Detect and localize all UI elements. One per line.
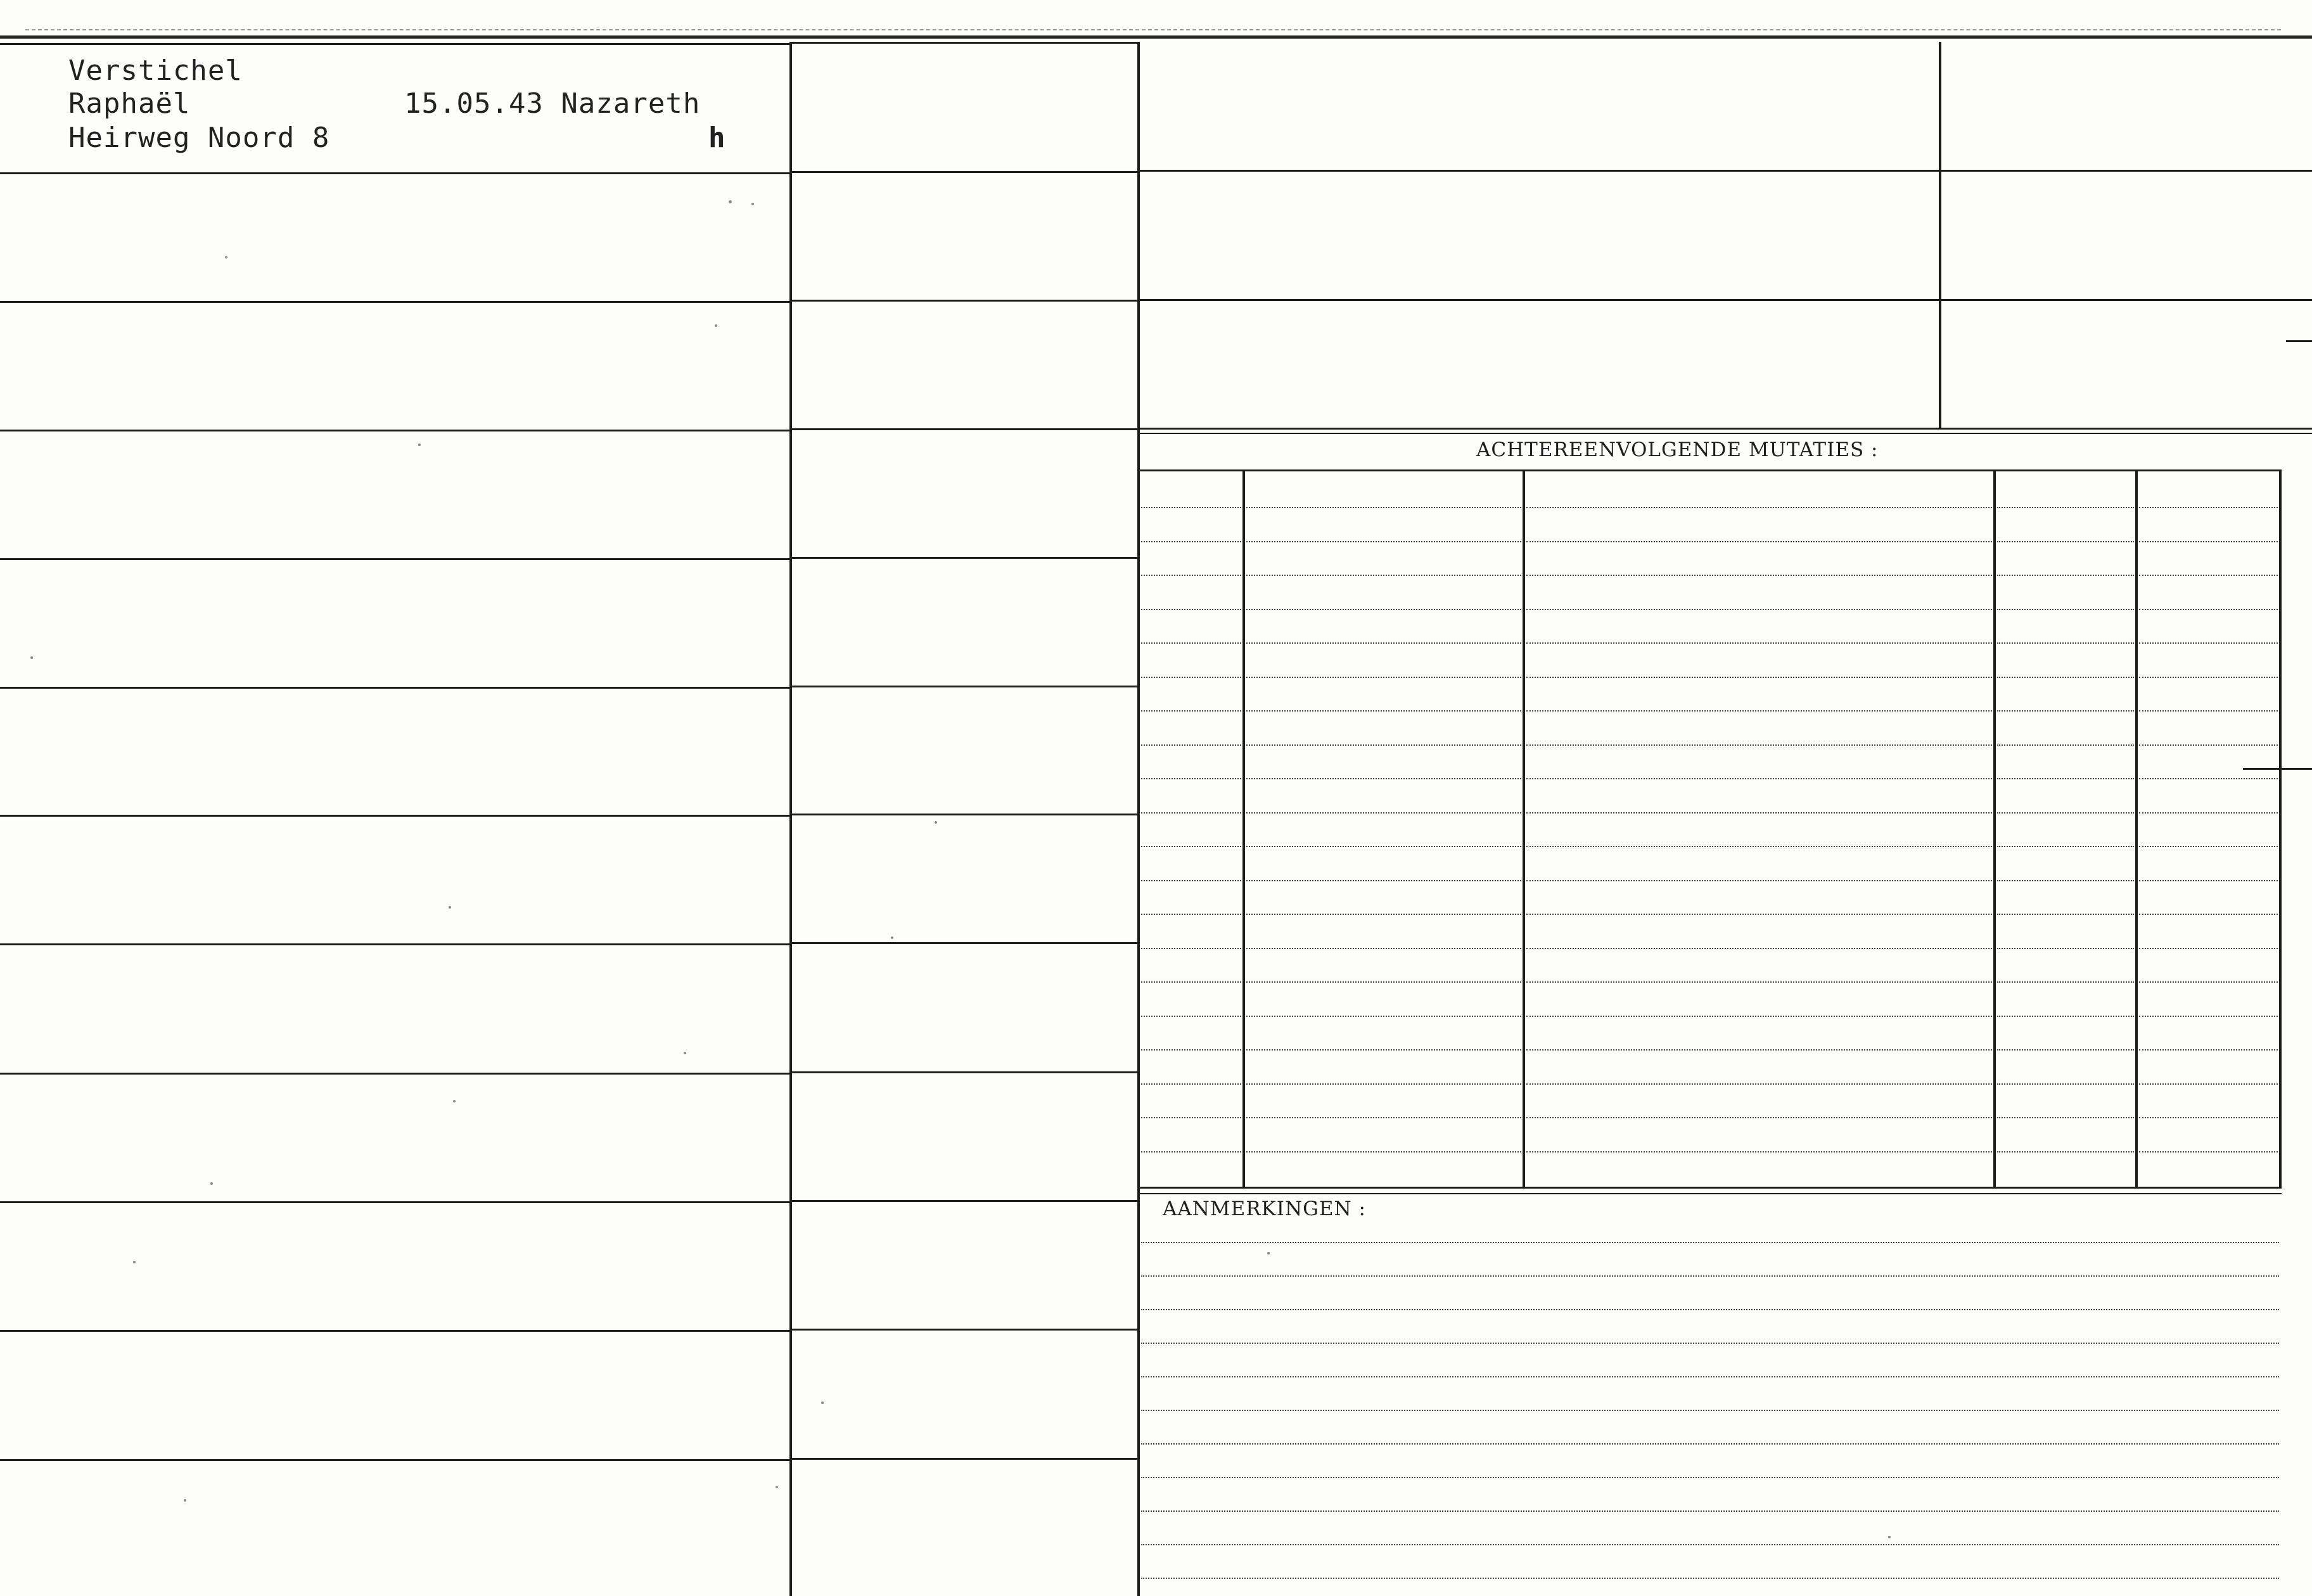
mutations-entry-line (1246, 1016, 1521, 1017)
mutations-entry-line (1997, 1117, 2134, 1118)
scan-speck (1267, 1252, 1270, 1254)
scan-speck (935, 821, 937, 824)
mutations-entry-line (1997, 642, 2134, 644)
mutations-entry-line (1141, 1117, 1241, 1118)
middle-row-line (792, 1071, 1137, 1073)
remarks-entry-line (1141, 1309, 2279, 1310)
mutations-entry-line (2139, 880, 2278, 881)
mutations-entry-line (2139, 541, 2278, 542)
mutations-entry-line (1997, 846, 2134, 847)
middle-row-line (792, 171, 1137, 173)
left-row-line (0, 301, 789, 303)
mutations-entry-line (1526, 1083, 1992, 1085)
right-row-line-4 (1139, 433, 2312, 434)
left-row-line (0, 1073, 789, 1075)
mutations-entry-line (2139, 1083, 2278, 1085)
mutations-col-5 (2279, 471, 2282, 1188)
mutations-entry-line (2139, 710, 2278, 712)
mutations-entry-line (1997, 1016, 2134, 1017)
remarks-entry-line (1141, 1343, 2279, 1344)
mutations-entry-line (1526, 914, 1992, 915)
middle-row-line (792, 1329, 1137, 1331)
top-edge-line (0, 35, 2312, 39)
mutations-entry-line (1141, 1151, 1241, 1152)
margin-tick-2 (2243, 768, 2312, 770)
mutations-col-1 (1242, 471, 1245, 1188)
mutations-entry-line (1997, 710, 2134, 712)
mutations-entry-line (1526, 575, 1992, 576)
mutations-entry-line (1141, 1083, 1241, 1085)
mutations-table-bottom (1139, 1187, 2282, 1189)
mutations-entry-line (1997, 507, 2134, 508)
mutations-col-2 (1523, 471, 1525, 1188)
mutations-entry-line (1141, 677, 1241, 678)
mutations-entry-line (1997, 981, 2134, 983)
mutations-entry-line (1246, 846, 1521, 847)
first-name-text: Raphaël (68, 87, 191, 120)
mutations-entry-line (1526, 880, 1992, 881)
mutations-entry-line (1141, 1016, 1241, 1017)
mutations-entry-line (1526, 1117, 1992, 1118)
scan-speck (453, 1100, 456, 1102)
mutations-entry-line (1141, 880, 1241, 881)
remarks-top-line (1139, 1193, 2282, 1194)
mutations-entry-line (1526, 744, 1992, 746)
mutations-entry-line (2139, 778, 2278, 779)
mutations-entry-line (2139, 914, 2278, 915)
scan-speck (210, 1182, 213, 1185)
mutations-entry-line (1141, 948, 1241, 949)
mutations-entry-line (1997, 1083, 2134, 1085)
mutations-entry-line (1997, 1049, 2134, 1050)
mutations-entry-line (1526, 710, 1992, 712)
mutations-entry-line (1246, 677, 1521, 678)
mutations-entry-line (2139, 575, 2278, 576)
mutations-entry-line (1246, 575, 1521, 576)
margin-tick-1 (2286, 340, 2312, 342)
mutations-entry-line (1997, 880, 2134, 881)
mutations-entry-line (2139, 1016, 2278, 1017)
left-row-line (0, 430, 789, 431)
mutations-entry-line (1997, 575, 2134, 576)
mutations-entry-line (1526, 1049, 1992, 1050)
remarks-entry-line (1141, 1477, 2279, 1478)
mutations-entry-line (2139, 744, 2278, 746)
top-edge-noise (25, 29, 2281, 32)
left-row-line (0, 558, 789, 560)
mutations-entry-line (1997, 1151, 2134, 1152)
left-row-line (0, 172, 789, 174)
right-block-inner-divider (1939, 42, 1941, 429)
mutations-entry-line (1997, 948, 2134, 949)
mutations-entry-line (2139, 1049, 2278, 1050)
mutations-entry-line (2139, 846, 2278, 847)
mutations-entry-line (2139, 609, 2278, 610)
mutations-table-top (1139, 469, 2282, 471)
mutations-entry-line (1246, 744, 1521, 746)
scan-speck (821, 1401, 824, 1404)
mutations-entry-line (2139, 812, 2278, 814)
mutations-entry-line (1526, 812, 1992, 814)
mutations-entry-line (1141, 981, 1241, 983)
mutations-entry-line (1526, 948, 1992, 949)
scan-speck (684, 1052, 686, 1054)
mutations-entry-line (1246, 880, 1521, 881)
mutations-entry-line (1141, 507, 1241, 508)
mutations-entry-line (1246, 981, 1521, 983)
right-row-line-1 (1139, 170, 2312, 172)
remarks-entry-line (1141, 1275, 2279, 1277)
scan-speck (729, 200, 732, 203)
scan-speck (418, 444, 421, 446)
mutations-entry-line (1141, 575, 1241, 576)
middle-row-line (792, 686, 1137, 687)
scan-speck (776, 1486, 778, 1488)
mutations-entry-line (2139, 677, 2278, 678)
middle-row-line (792, 942, 1137, 944)
mutations-entry-line (1526, 1151, 1992, 1152)
mutations-entry-line (1526, 677, 1992, 678)
scan-speck (715, 324, 717, 327)
middle-row-line (792, 300, 1137, 302)
mutations-entry-line (1246, 710, 1521, 712)
mutations-entry-line (1141, 812, 1241, 814)
scan-speck (891, 936, 893, 939)
scan-speck (133, 1261, 136, 1263)
mutations-entry-line (1246, 541, 1521, 542)
middle-row-line (792, 814, 1137, 815)
scan-speck (449, 906, 451, 909)
mutations-entry-line (1246, 1049, 1521, 1050)
mutations-entry-line (1997, 677, 2134, 678)
mutations-entry-line (1141, 744, 1241, 746)
scan-speck (1888, 1536, 1891, 1538)
mutations-entry-line (1246, 1083, 1521, 1085)
scan-speck (225, 256, 227, 259)
mutations-entry-line (1246, 778, 1521, 779)
left-column-divider (789, 42, 792, 1596)
scan-speck (751, 203, 754, 205)
remarks-entry-line (1141, 1376, 2279, 1377)
mutations-entry-line (1997, 541, 2134, 542)
mutations-entry-line (1246, 914, 1521, 915)
middle-row-line (792, 557, 1137, 559)
mutations-col-4 (2135, 471, 2138, 1188)
remarks-entry-line (1141, 1443, 2279, 1445)
mutations-entry-line (1997, 812, 2134, 814)
left-row-line (0, 943, 789, 945)
remarks-heading: AANMERKINGEN : (1163, 1197, 1366, 1220)
mutations-entry-line (1246, 1151, 1521, 1152)
mutations-entry-line (1141, 914, 1241, 915)
mutations-entry-line (1526, 541, 1992, 542)
mutations-entry-line (1141, 609, 1241, 610)
mutations-entry-line (1997, 778, 2134, 779)
surname-text: Verstichel (68, 54, 243, 87)
left-row-line (0, 687, 789, 689)
left-row-line (0, 1459, 789, 1461)
mutations-entry-line (1526, 609, 1992, 610)
middle-row-line (792, 42, 1137, 44)
mutations-entry-line (2139, 948, 2278, 949)
right-row-line-2 (1139, 299, 2312, 301)
mutations-entry-line (1141, 1049, 1241, 1050)
remarks-entry-line (1141, 1410, 2279, 1411)
mutations-entry-line (1246, 642, 1521, 644)
handwritten-mark: h (708, 122, 726, 154)
scan-speck (184, 1499, 186, 1502)
middle-row-line (792, 428, 1137, 430)
remarks-entry-line (1141, 1544, 2279, 1545)
left-row-line (0, 1330, 789, 1332)
birth-date-place-text: 15.05.43 Nazareth (404, 87, 701, 120)
remarks-entry-line (1141, 1242, 2279, 1243)
mutations-entry-line (2139, 981, 2278, 983)
mutations-entry-line (1526, 981, 1992, 983)
scan-speck (30, 656, 33, 659)
mutations-entry-line (1246, 609, 1521, 610)
right-row-line-3 (1139, 428, 2312, 430)
mutations-entry-line (1246, 948, 1521, 949)
remarks-entry-line (1141, 1578, 2279, 1579)
mutations-entry-line (1526, 642, 1992, 644)
mutations-entry-line (1246, 1117, 1521, 1118)
left-row-line (0, 815, 789, 817)
address-text: Heirweg Noord 8 (68, 122, 330, 154)
middle-row-line (792, 1458, 1137, 1460)
mutations-entry-line (1526, 507, 1992, 508)
mutations-entry-line (2139, 1151, 2278, 1152)
mutations-entry-line (2139, 507, 2278, 508)
left-row-line (0, 43, 789, 45)
mutations-heading: ACHTEREENVOLGENDE MUTATIES : (1476, 438, 1879, 461)
mutations-entry-line (2139, 642, 2278, 644)
mutations-entry-line (2139, 1117, 2278, 1118)
mutations-col-3 (1993, 471, 1996, 1188)
mutations-entry-line (1526, 778, 1992, 779)
mutations-entry-line (1246, 507, 1521, 508)
mutations-entry-line (1246, 812, 1521, 814)
middle-row-line (792, 1200, 1137, 1202)
mutations-entry-line (1526, 846, 1992, 847)
mutations-entry-line (1141, 846, 1241, 847)
mutations-entry-line (1141, 778, 1241, 779)
mutations-entry-line (1997, 914, 2134, 915)
remarks-entry-line (1141, 1510, 2279, 1512)
mutations-entry-line (1141, 710, 1241, 712)
mutations-entry-line (1997, 609, 2134, 610)
left-row-line (0, 1201, 789, 1203)
mutations-entry-line (1997, 744, 2134, 746)
mutations-entry-line (1141, 642, 1241, 644)
mutations-entry-line (1141, 541, 1241, 542)
right-block-left-border (1137, 42, 1140, 1596)
mutations-entry-line (1526, 1016, 1992, 1017)
